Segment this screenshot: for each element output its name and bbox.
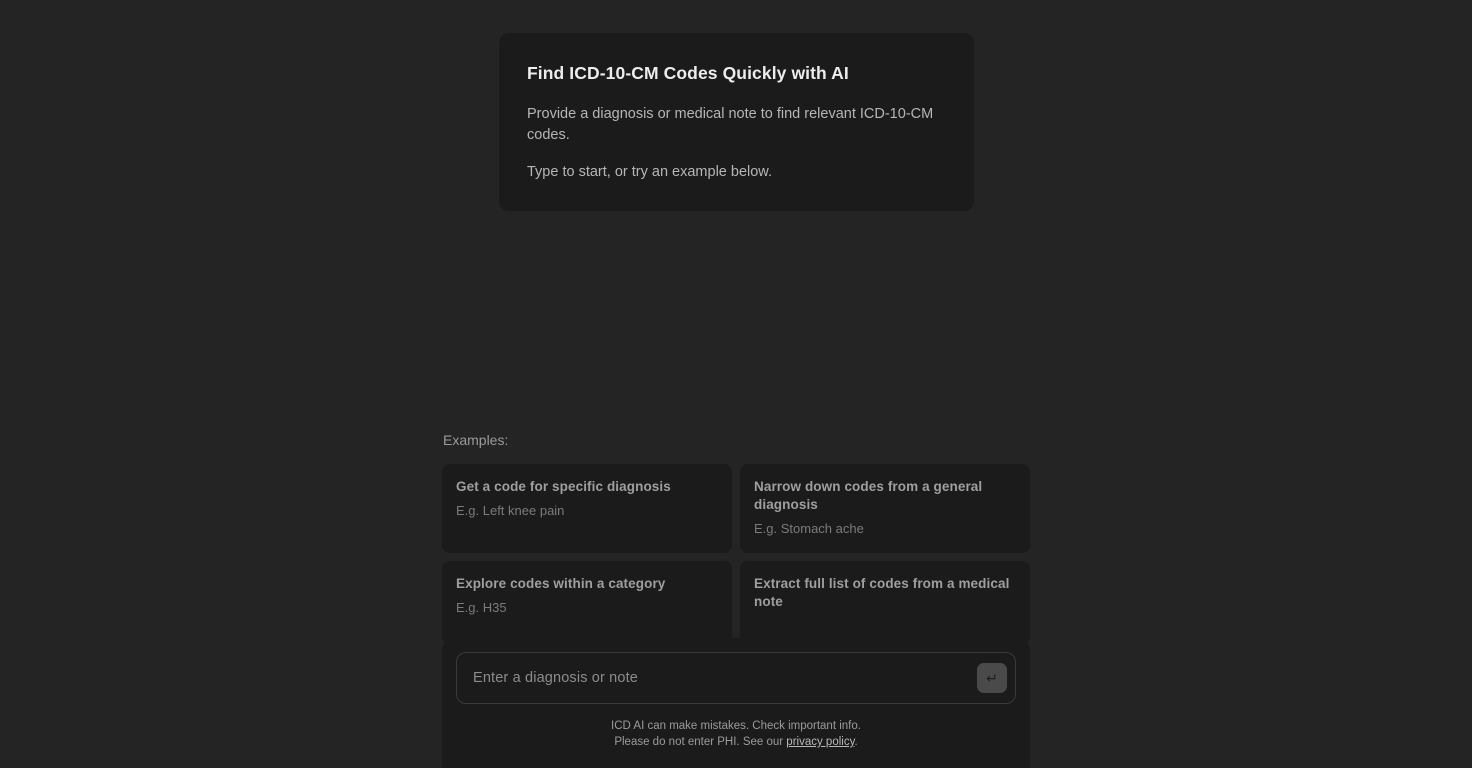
disclaimer-line-1: ICD AI can make mistakes. Check important info. (611, 720, 861, 732)
composer (442, 638, 1030, 768)
example-subtitle: E.g. H35 (456, 600, 507, 615)
intro-card (499, 33, 974, 211)
example-title: Narrow down codes from a general diagnosis (754, 479, 983, 512)
example-subtitle: E.g. Left knee pain (456, 503, 565, 518)
diagnosis-input[interactable] (473, 670, 977, 686)
examples-grid (442, 464, 1030, 645)
disclaimer-prefix: Please do not enter PHI. See our (614, 736, 787, 748)
example-title: Extract full list of codes from a medical note (754, 576, 1010, 609)
intro-paragraph-1: Provide a diagnosis or medical note to find relevant ICD-10-CM codes. (527, 106, 934, 143)
example-card-general-diagnosis[interactable] (740, 464, 1030, 553)
send-button[interactable] (977, 663, 1007, 693)
intro-paragraph-2: Type to start, or try an example below. (527, 164, 773, 180)
disclaimer-suffix: . (854, 736, 858, 748)
disclaimer (456, 718, 1016, 750)
examples-section (442, 432, 1030, 645)
composer-input-row[interactable] (456, 652, 1016, 704)
example-card-specific-diagnosis[interactable] (442, 464, 732, 553)
example-card-category[interactable] (442, 561, 732, 645)
example-title: Explore codes within a category (456, 576, 666, 591)
example-title: Get a code for specific diagnosis (456, 479, 671, 494)
example-card-medical-note[interactable] (740, 561, 1030, 645)
example-subtitle: E.g. Stomach ache (754, 521, 864, 536)
enter-arrow-icon: ↵ (986, 670, 998, 686)
disclaimer-line-2 (456, 734, 1016, 750)
examples-label: Examples: (443, 432, 509, 448)
privacy-policy-link[interactable]: privacy policy (786, 736, 855, 748)
page-title: Find ICD-10-CM Codes Quickly with AI (527, 63, 849, 83)
